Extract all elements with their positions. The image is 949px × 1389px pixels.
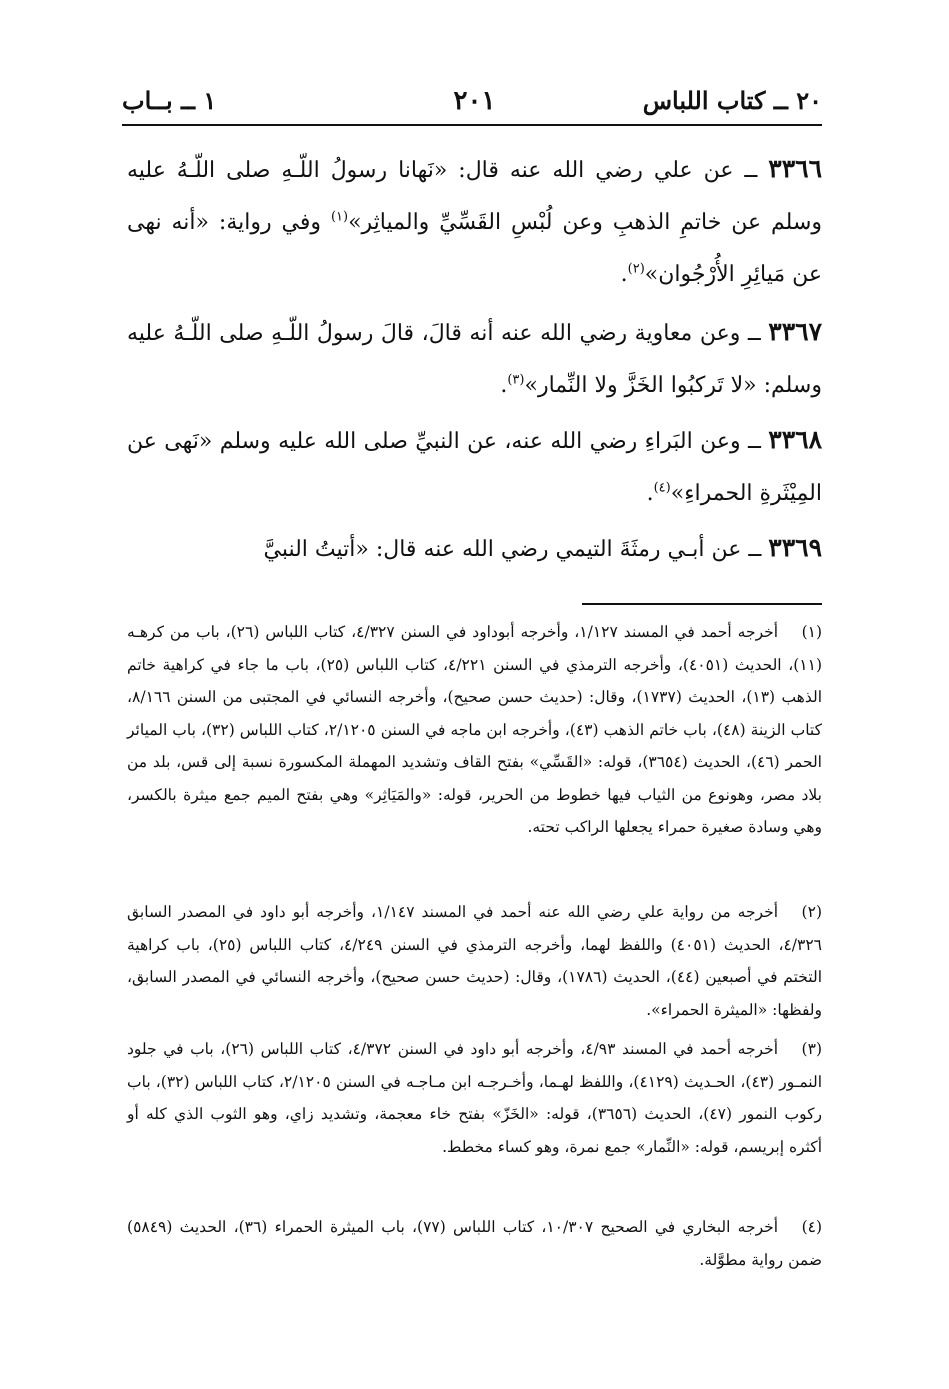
footnote-4	[127, 1211, 822, 1276]
hadith-number: ٣٣٦٨	[768, 425, 822, 454]
footnote-2	[127, 896, 822, 1026]
footnote-text: أخرجه أحمد في المسند ١/١٢٧، وأخرجه أبوداود في السنن ٤/٣٢٧، كتاب اللباس (٢٦)، باب من كرهـه (١١)، الحديث (٤٠٥١)، وأخرجه الترمذي في السنن ٤/٢٢١، كتاب اللباس (٢٥)، باب ما جاء في كراهية خاتم الذهب (١٣)، الحديث (١٧٣٧)، وقال: (حديث حسن صحيح)، وأخرجه النسائي في المجتبى من السنن ٨/١٦٦، كتاب الزينة (٤٨)، باب خاتم الذهب (٤٣)، وأخرجه ابن ماجه في السنن ٢/١٢٠٥، كتاب اللباس (٣٢)، باب الميائر الحمر (٤٦)، الحديث (٣٦٥٤)، قوله: «القَسِّي» بفتح القاف وتشديد المهملة المكسورة نسبة إلى قس، بلد من بلاد مصر، وهونوع من الثياب فيها خطوط من الحرير، قوله: «والمَيَاثِر» وهي بفتح الميم جمع ميثرة بالكسر، وهي وسادة صغيرة حمراء يجعلها الراكب تحته.	[127, 623, 823, 836]
footnote-text: أخرجه البخاري في الصحيح ١٠/٣٠٧، كتاب اللباس (٧٧)، باب الميثرة الحمراء (٣٦)، الحديث (٥٨٤٩) ضمن رواية مطوَّلة.	[127, 1218, 822, 1269]
footnote-text: أخرجه من رواية علي رضي الله عنه أحمد في المسند ١/١٤٧، وأخرجه أبو داود في المصدر السابق ٤/٣٢٦، الحديث (٤٠٥١) واللفظ لهما، وأخرجه الترمذي في السنن ٤/٢٤٩، كتاب اللباس (٢٥)، باب كراهية التختم في أصبعين (٤٤)، الحديث (١٧٨٦)، وقال: (حديث حسن صحيح)، وأخرجه النسائي في المصدر السابق، ولفظها: «الميثرة الحمراء».	[127, 903, 822, 1019]
footnote-number: (٣)	[801, 1040, 822, 1058]
hadith-3366	[127, 143, 822, 301]
hadith-text-variant: وفي رواية: «أنه نهى عن مَيائِرِ الأُرْجُوان»	[127, 210, 822, 287]
hadith-number: ٣٣٦٩	[768, 533, 822, 562]
footnote-ref[interactable]: (٢)	[627, 261, 645, 277]
hadith-end: .	[620, 262, 628, 287]
hadith-3367	[127, 306, 822, 412]
footnote-ref[interactable]: (٣)	[507, 372, 525, 388]
hadith-end: .	[646, 481, 654, 506]
hadith-3369	[127, 522, 822, 576]
running-head-book: ٢٠ ــ كتاب اللباس	[642, 86, 822, 115]
footnote-number: (٤)	[801, 1218, 823, 1236]
hadith-text: ــ عن أبـي رمثَةَ التيمي رضي الله عنه قال: «أتيتُ النبيَّ	[263, 537, 762, 562]
header-rule	[122, 124, 822, 126]
hadith-number: ٣٣٦٧	[768, 317, 822, 346]
hadith-text: ــ عن علي رضي الله عنه قال: «نَهانا رسولُ اللّـهِ صلى اللّـهُ عليه وسلم عن خاتمِ الذهبِ وعن لُبْسِ القَسِّيِّ والمياثِر»	[127, 158, 823, 235]
hadith-number: ٣٣٦٦	[768, 154, 822, 183]
footnote-number: (١)	[801, 623, 823, 641]
footnote-1	[127, 616, 822, 844]
footnote-ref[interactable]: (٤)	[653, 480, 671, 496]
footnote-3	[127, 1033, 822, 1163]
hadith-end: .	[500, 373, 508, 398]
footnote-ref[interactable]: (١)	[330, 209, 349, 225]
running-head-chapter: ١ ــ بــاب	[122, 86, 217, 115]
footnote-separator	[582, 603, 822, 605]
hadith-text: ــ وعن معاوية رضي الله عنه أنه قالَ، قالَ رسولُ اللّـهِ صلى اللّـهُ عليه وسلم: «لا تَركبُوا الخَزَّ ولا النِّمار»	[127, 321, 822, 398]
footnote-text: أخرجه أحمد في المسند ٤/٩٣، وأخرجه أبو داود في السنن ٤/٣٧٢، كتاب اللباس (٢٦)، باب في جلود النمـور (٤٣)، الحـديث (٤١٢٩)، واللفظ لهـما، وأخـرجـه ابن مـاجـه في السنن ٢/١٢٠٥، كتاب اللباس (٣٢)، باب ركوب النمور (٤٧)، الحديث (٣٦٥٦)، قوله: «الخَزّ» بفتح خاء معجمة، وتشديد زاي، وهو الثوب الذي كله أو أكثره إبريسم، قوله: «النِّمار» جمع نمرة، وهو كساء مخطط.	[127, 1040, 823, 1156]
hadith-3368	[127, 414, 822, 520]
page-number: ٢٠١	[453, 86, 496, 116]
hadith-text: ــ وعن البَراءِ رضي الله عنه، عن النبيِّ صلى الله عليه وسلم «نَهى عن المِيْثَرةِ الحمراءِ»	[127, 429, 822, 506]
footnote-number: (٢)	[801, 903, 822, 921]
